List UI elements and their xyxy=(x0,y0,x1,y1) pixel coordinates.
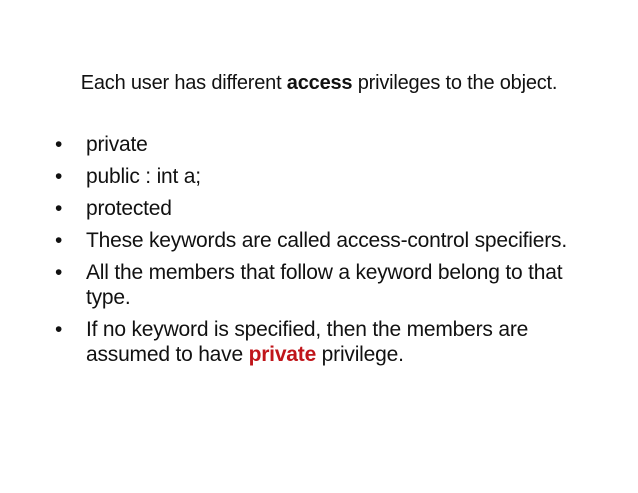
bullet-text: public : int a; xyxy=(86,165,201,188)
bullet-item-protected xyxy=(52,196,592,221)
bullet-dot-icon: • xyxy=(55,165,63,188)
title-highlight-access: access xyxy=(286,72,353,94)
bullet-text: These keywords are called access-control specifiers. xyxy=(86,229,567,252)
private-keyword-highlight: private xyxy=(248,343,317,366)
bullet-text: private xyxy=(86,133,148,156)
bullet-text-before: If no keyword is specified, then the members are assumed to have xyxy=(86,318,529,366)
bullet-dot-icon: • xyxy=(55,229,63,252)
bullet-text-after: privilege. xyxy=(316,343,404,366)
title-text-before: Each user has different xyxy=(80,72,287,94)
bullet-item-specifiers xyxy=(52,228,592,253)
bullet-item-default-private xyxy=(52,317,592,367)
bullet-dot-icon: • xyxy=(55,261,63,284)
bullet-dot-icon: • xyxy=(55,318,63,341)
title-text-after: privileges to the object. xyxy=(352,72,558,94)
bullet-text: All the members that follow a keyword belong to that type. xyxy=(86,261,563,309)
bullet-item-private xyxy=(52,132,592,157)
bullet-list xyxy=(52,132,592,374)
bullet-dot-icon: • xyxy=(55,133,63,156)
bullet-dot-icon: • xyxy=(55,197,63,220)
bullet-text: protected xyxy=(86,197,172,220)
slide-title xyxy=(0,72,638,95)
bullet-item-public xyxy=(52,164,592,189)
bullet-item-members-type xyxy=(52,260,592,310)
